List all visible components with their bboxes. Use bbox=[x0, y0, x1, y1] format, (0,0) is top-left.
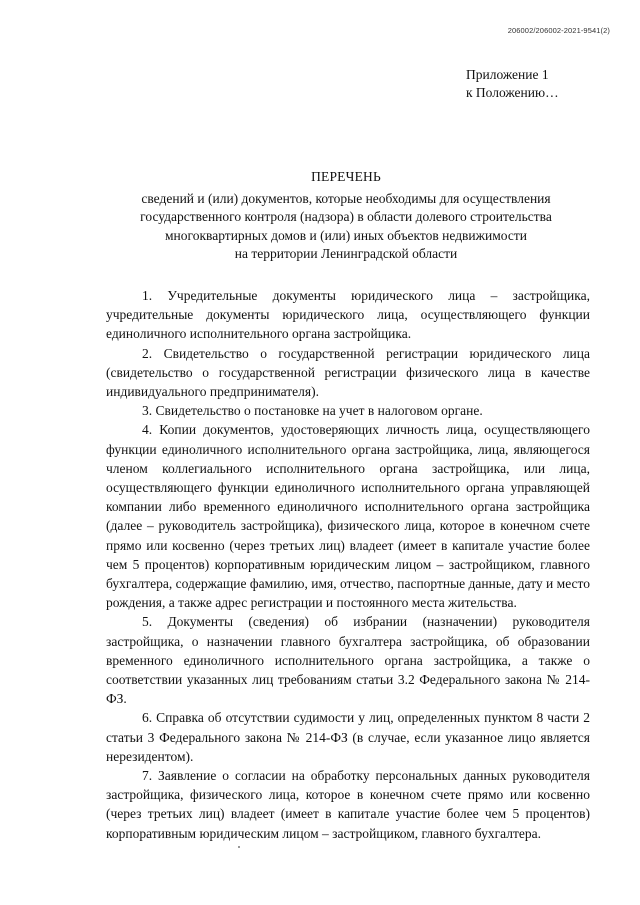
list-item-1: 1. Учредительные документы юридического лица – застройщика, учредительные документы юридического лица, осуществляющего функции единоличного исполнительного органа застройщика. bbox=[106, 288, 590, 342]
appendix-line-1: Приложение 1 bbox=[466, 67, 549, 82]
list-item-2: 2. Свидетельство о государственной регистрации юридического лица (свидетельство о государственной регистрации физического лица в качестве индивидуального предпринимателя). bbox=[106, 345, 590, 400]
title-heading: ПЕРЕЧЕНЬ bbox=[311, 169, 381, 184]
title-line-3: многоквартирных домов и (или) иных объектов недвижимости bbox=[165, 227, 527, 243]
list-item-3: 3. Свидетельство о постановке на учет в налоговом органе. bbox=[142, 403, 483, 419]
list-item-4: 4. Копии документов, удостоверяющих личность лица, осуществляющего функции единоличного исполнительного органа застройщика, лица, являющегося членом коллегиального исполнительного органа застройщика, или лица, осуществляющего функции единоличного исполнительного органа управляющей компании либо временного единоличного исполнительного органа застройщика (далее – руководитель застройщика), физического лица, которое в конечном счете прямо или косвенно (через третьих лиц) владеет (имеет в капитале участие более чем 5 процентов) корпоративным юридическим лицом – застройщиком, главного бухгалтера, содержащие фамилию, имя, отчество, паспортные данные, дату и место рождения, а также адрес регистрации и постоянного места жительства. bbox=[106, 422, 590, 611]
list-item-7: 7. Заявление о согласии на обработку персональных данных руководителя застройщика, физического лица, которое в конечном счете прямо или косвенно (через третьих лиц) владеет (имеет в капитале участие более чем 5 процентов) корпоративным юридическим лицом – застройщиком, главного бухгалтера. bbox=[106, 768, 590, 841]
document-number: 206002/206002-2021-9541(2) bbox=[507, 26, 610, 35]
title-line-4: на территории Ленинградской области bbox=[234, 246, 458, 262]
title-line-2: государственного контроля (надзора) в области долевого строительства bbox=[140, 209, 552, 225]
document-list bbox=[106, 286, 590, 843]
appendix-reference bbox=[466, 66, 559, 102]
list-item-6: 6. Справка об отсутствии судимости у лиц, определенных пунктом 8 части 2 статьи 3 Федерального закона № 214-ФЗ (в случае, если указанное лицо является нерезидентом). bbox=[106, 710, 590, 764]
scan-speck bbox=[238, 846, 240, 848]
title-line-1: сведений и (или) документов, которые необходимы для осуществления bbox=[141, 190, 551, 206]
list-item-5: 5. Документы (сведения) об избрании (назначении) руководителя застройщика, о назначении главного бухгалтера застройщика, об образовании временного единоличного исполнительного органа застройщика, а также о соответствии указанных лиц требованиям статьи 3.2 Федерального закона № 214-ФЗ. bbox=[106, 614, 590, 707]
document-title bbox=[96, 168, 596, 264]
appendix-line-2: к Положению… bbox=[466, 85, 559, 100]
